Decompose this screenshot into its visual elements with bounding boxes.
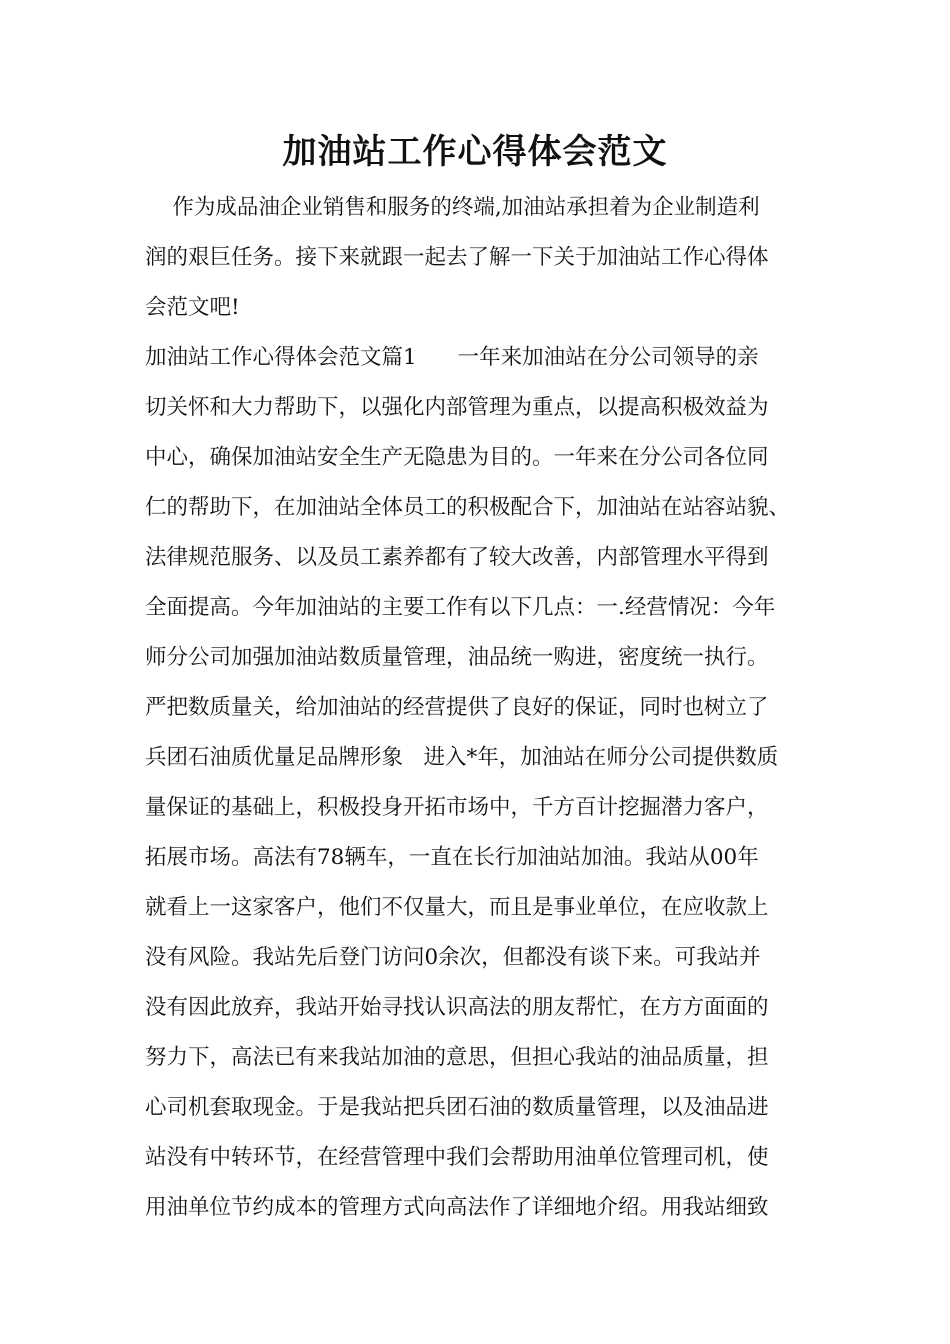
text-line: 量保证的基础上，积极投身开拓市场中，千方百计挖掘潜力客户，: [145, 795, 769, 820]
text-line: 拓展市场。高法有78辆车，一直在长行加油站加油。我站从00年: [145, 845, 759, 870]
text-line: 加油站工作心得体会范文篇1 一年来加油站在分公司领导的亲: [145, 345, 759, 370]
text-line: 严把数质量关，给加油站的经营提供了良好的保证，同时也树立了: [145, 695, 769, 720]
text-line: 心司机套取现金。于是我站把兵团石油的数质量管理，以及油品进: [145, 1095, 769, 1120]
text-line: 就看上一这家客户，他们不仅量大，而且是事业单位，在应收款上: [145, 895, 769, 920]
text-line: 法律规范服务、以及员工素养都有了较大改善，内部管理水平得到: [145, 545, 769, 570]
text-line: 会范文吧!: [145, 295, 240, 320]
text-line: 没有因此放弃，我站开始寻找认识高法的朋友帮忙，在方方面面的: [145, 995, 769, 1020]
text-line: 师分公司加强加油站数质量管理，油品统一购进，密度统一执行。: [145, 645, 769, 670]
document-body: [145, 183, 835, 1233]
text-line: 用油单位节约成本的管理方式向高法作了详细地介绍。用我站细致: [145, 1195, 769, 1220]
document-title: 加油站工作心得体会范文: [282, 132, 668, 172]
text-line: 没有风险。我站先后登门访问0余次，但都没有谈下来。可我站并: [145, 945, 761, 970]
text-line: 站没有中转环节，在经营管理中我们会帮助用油单位管理司机，使: [145, 1145, 769, 1170]
text-line: 中心，确保加油站安全生产无隐患为目的。一年来在分公司各位同: [145, 445, 769, 470]
text-line: 切关怀和大力帮助下，以强化内部管理为重点，以提高积极效益为: [145, 395, 769, 420]
text-line: 努力下，高法已有来我站加油的意思，但担心我站的油品质量，担: [145, 1045, 769, 1070]
text-line: 全面提高。今年加油站的主要工作有以下几点：一.经营情况：今年: [145, 595, 776, 620]
text-line: 作为成品油企业销售和服务的终端,加油站承担着为企业制造利: [145, 195, 760, 220]
text-line: 仁的帮助下，在加油站全体员工的积极配合下，加油站在站容站貌、: [145, 495, 791, 520]
text-line: 润的艰巨任务。接下来就跟一起去了解一下关于加油站工作心得体: [145, 245, 769, 270]
text-line: 兵团石油质优量足品牌形象 进入*年，加油站在师分公司提供数质: [145, 745, 779, 770]
